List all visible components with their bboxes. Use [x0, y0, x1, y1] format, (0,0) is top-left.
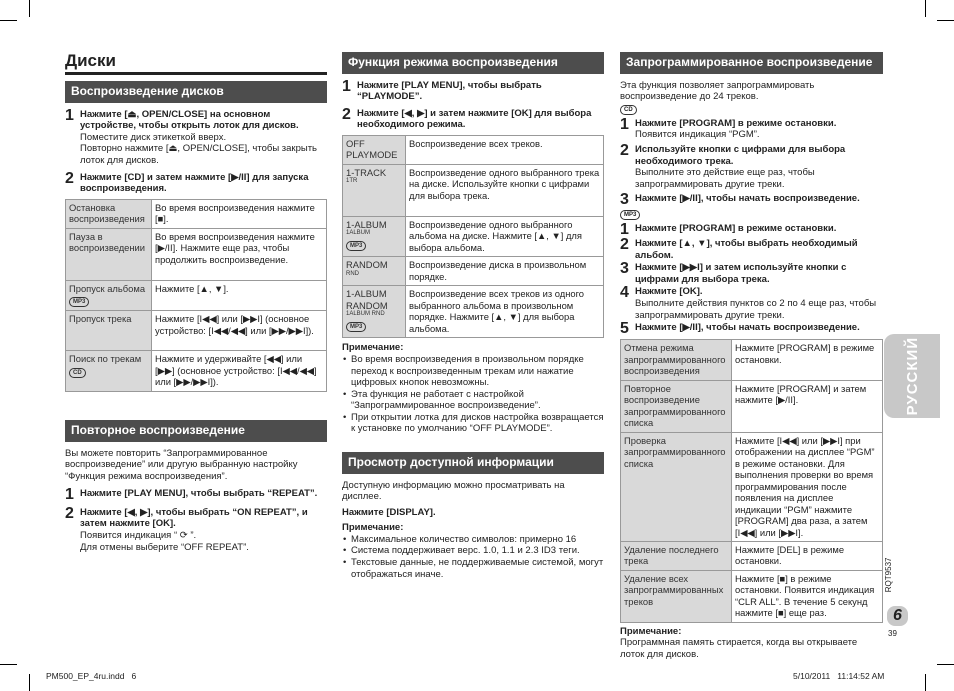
table-key: 1-ALBUM — [346, 218, 387, 230]
table-value: Во время воспроизведения нажмите [■]. — [152, 199, 327, 228]
footer-right: 5/10/2011 11:14:52 AM — [793, 671, 885, 681]
step-detail: Повторно нажмите [⏏, OPEN/CLOSE], чтобы закрыть лоток для дисков. — [80, 143, 317, 166]
crop-mark — [0, 20, 17, 21]
section-header-play: Воспроизведение дисков — [65, 81, 327, 103]
step-1 — [65, 485, 327, 503]
table-value: Воспроизведение всех треков. — [406, 135, 604, 164]
mode-notes — [342, 354, 604, 435]
display-sub: RND — [346, 270, 359, 277]
note-item: • При открытии лотка для дисков настройка возвращается к установке по умолчанию “OFF PLAYMODE”. — [342, 412, 604, 435]
step-5 — [620, 322, 883, 336]
step-2 — [65, 504, 327, 553]
step-text: Нажмите [PROGRAM] в режиме остановки. — [635, 222, 837, 234]
table-value: Воспроизведение диска в произвольном порядке. — [406, 257, 604, 286]
table-row — [343, 286, 604, 338]
step-number: 1 — [620, 115, 629, 133]
table-key: RANDOM — [346, 259, 388, 271]
step-text: Нажмите [PLAY MENU], чтобы выбрать “PLAYMODE”. — [357, 79, 542, 103]
mp3-badge: MP3 — [69, 297, 89, 307]
step-text: Нажмите [▶/II], чтобы начать воспроизведение. — [635, 322, 860, 334]
crop-mark — [0, 664, 17, 665]
step-2 — [65, 169, 327, 195]
table-value: Нажмите [I◀◀] или [▶▶I] при отображении на дисплее “PGM” в режиме остановки. Для выполнения проверки во время программирования после появления на дисплее индикации “PGM” нажмите [PROGRAM] два раза, а затем [I◀◀] или [▶▶I]. — [732, 432, 883, 541]
step-1 — [620, 220, 883, 238]
step-detail: Поместите диск этикеткой вверх. — [80, 131, 227, 143]
table-value: Воспроизведение одного выбранного альбома на диске. Нажмите [▲, ▼] для выбора альбома. — [406, 216, 604, 256]
step-text: Нажмите [▲, ▼], чтобы выбрать необходимый альбом. — [635, 238, 858, 261]
table-value: Нажмите [PROGRAM] в режиме остановки. — [732, 340, 883, 380]
step-number: 4 — [620, 284, 629, 302]
middle-column — [342, 52, 604, 580]
table-key: Поиск по трекам — [69, 353, 142, 365]
note-title: Примечание: — [342, 342, 404, 354]
section-header-mode: Функция режима воспроизведения — [342, 52, 604, 74]
step-2 — [620, 141, 883, 190]
step-text: Нажмите [OK]. — [635, 286, 703, 298]
table-value: Нажмите [DEL] в режиме остановки. — [732, 541, 883, 570]
crop-mark — [937, 20, 954, 21]
table-key: Удаление всех запрограммированных треков — [624, 572, 724, 607]
table-value: Воспроизведение всех треков из одного выбранного альбома в произвольном порядке. Нажмите [▲, ▼] для выбора альбома. — [406, 286, 604, 338]
table-value: Во время воспроизведения нажмите [▶/II]. Нажмите еще раз, чтобы продолжить воспроизведение. — [152, 228, 327, 280]
table-row — [621, 570, 883, 622]
step-3 — [620, 262, 883, 285]
table-key: 1-TRACK — [346, 166, 387, 178]
info-notes — [342, 534, 604, 580]
footer-left: PM500_EP_4ru.indd 6 — [46, 671, 137, 681]
step-detail: Выполните действия пунктов со 2 по 4 еще раз, чтобы запрограммировать другие треки. — [635, 297, 877, 321]
table-key: OFF PLAYMODE — [346, 137, 398, 161]
table-value: Нажмите [PROGRAM] и затем нажмите [▶/II]. — [732, 380, 883, 432]
step-3 — [620, 193, 883, 207]
step-number: 2 — [342, 105, 351, 123]
step-number: 5 — [620, 320, 629, 338]
repeat-intro: Вы можете повторить “Запрограммированное воспроизведение” или другую выбранную настройку “Функция режима воспроизведения”. — [65, 447, 298, 482]
crop-mark — [29, 0, 30, 17]
step-text: Нажмите [▶▶I] и затем используйте кнопки с цифрами для выбора трека. — [635, 262, 847, 285]
table-row — [66, 351, 327, 392]
table-key: Удаление последнего трека — [624, 543, 719, 567]
mode-table — [342, 135, 604, 338]
table-key: 1-ALBUM RANDOM — [346, 288, 388, 311]
table-row — [343, 216, 604, 256]
step-text: Нажмите [◀, ▶], чтобы выбрать “ON REPEAT”, и затем нажмите [OK]. — [80, 506, 308, 530]
note-title: Примечание: — [620, 625, 682, 637]
table-value: Нажмите [I◀◀] или [▶▶I] (основное устройство: [I◀◀/◀◀] или [▶▶/▶▶I]). — [152, 311, 327, 351]
language-label: РУССКИЙ — [903, 336, 921, 416]
table-row — [343, 135, 604, 164]
program-note: Программная память стирается, когда вы открываете лоток для дисков. — [620, 637, 858, 660]
step-2 — [342, 105, 604, 131]
note-item: • Во время воспроизведения в произвольном порядке переход к воспроизведенным трекам или нажатие цифровых кнопок невозможны. — [342, 354, 604, 389]
table-row — [66, 228, 327, 280]
program-table — [620, 339, 883, 622]
mp3-badge: MP3 — [346, 322, 366, 332]
step-text: Используйте кнопки с цифрами для выбора необходимого трека. — [635, 143, 846, 167]
step-text: Нажмите [PROGRAM] в режиме остановки. — [635, 117, 837, 129]
crop-mark — [925, 0, 926, 17]
step-1 — [65, 106, 327, 167]
step-detail: Появится индикация “ ⟳ ”. — [80, 530, 197, 542]
info-intro: Доступную информацию можно просматривать на дисплее. — [342, 479, 565, 503]
language-tab — [884, 334, 940, 418]
step-detail: Выполните это действие еще раз, чтобы запрограммировать другие треки. — [635, 167, 815, 190]
display-sub: 1ALBUM RND — [346, 311, 385, 318]
step-number: 1 — [65, 485, 74, 503]
table-row — [621, 541, 883, 570]
step-2 — [620, 238, 883, 261]
step-number: 3 — [620, 260, 629, 278]
step-number: 2 — [65, 504, 74, 522]
play-table — [65, 199, 327, 392]
page-number: 6 — [887, 606, 908, 626]
info-press: Нажмите [DISPLAY]. — [342, 506, 436, 518]
step-1 — [342, 77, 604, 103]
table-row — [66, 280, 327, 310]
mp3-badge: MP3 — [620, 210, 640, 220]
table-row — [621, 432, 883, 541]
crop-mark — [925, 674, 926, 691]
table-key: Пропуск трека — [69, 313, 132, 325]
program-intro: Эта функция позволяет запрограммировать воспроизведение до 24 треков. — [620, 79, 815, 103]
note-item: • Эта функция не работает с настройкой “Запрограммированное воспроизведение”. — [342, 389, 604, 412]
step-detail: Появится индикация “PGM”. — [635, 129, 760, 141]
step-detail: Для отмены выберите “OFF REPEAT”. — [80, 541, 249, 553]
step-number: 2 — [620, 236, 629, 254]
mp3-badge: MP3 — [346, 241, 366, 251]
table-row — [621, 340, 883, 380]
right-column — [620, 52, 883, 661]
table-row — [621, 380, 883, 432]
title-rule — [65, 72, 327, 75]
table-value: Нажмите [■] в режиме остановки. Появится индикация “CLR ALL”. В течение 5 секунд нажмите [■] еще раз. — [732, 570, 883, 622]
display-sub: 1ALBUM — [346, 230, 371, 237]
crop-mark — [29, 674, 30, 691]
table-row — [343, 164, 604, 216]
table-value: Воспроизведение одного выбранного трека на диске. Используйте кнопки с цифрами для выбора трека. — [406, 164, 604, 216]
crop-mark — [937, 664, 954, 665]
step-number: 3 — [620, 191, 629, 209]
left-column — [65, 52, 327, 553]
step-text: Нажмите [CD] и затем нажмите [▶/II] для запуска воспроизведения. — [80, 171, 309, 195]
table-key: Пропуск альбома — [69, 282, 146, 294]
table-row — [66, 199, 327, 228]
section-header-info: Просмотр доступной информации — [342, 452, 604, 474]
display-sub: 1TR — [346, 178, 358, 185]
step-number: 2 — [620, 141, 629, 159]
cd-badge: CD — [69, 368, 86, 378]
step-number: 1 — [342, 77, 351, 95]
table-key: Пауза в воспроизведении — [69, 230, 146, 254]
step-text: Нажмите [◀, ▶] и затем нажмите [OK] для выбора необходимого режима. — [357, 107, 592, 131]
section-header-program: Запрограммированное воспроизведение — [620, 52, 883, 74]
table-key: Проверка запрограммированного списка — [624, 434, 726, 469]
table-row — [343, 257, 604, 286]
note-item: • Система поддерживает верс. 1.0, 1.1 и 2.3 ID3 теги. — [342, 545, 604, 557]
step-1 — [620, 115, 883, 141]
table-row — [66, 311, 327, 351]
step-number: 2 — [65, 169, 74, 187]
note-title: Примечание: — [342, 522, 404, 534]
note-item: • Текстовые данные, не поддерживаемые системой, могут отображаться иначе. — [342, 557, 604, 580]
page-title: Диски — [65, 51, 116, 70]
table-key: Отмена режима запрограммированного воспроизведения — [624, 342, 726, 377]
section-header-repeat: Повторное воспроизведение — [65, 420, 327, 442]
step-4 — [620, 286, 883, 321]
step-text: Нажмите [⏏, OPEN/CLOSE] на основном устройстве, чтобы открыть лоток для дисков. — [80, 108, 299, 132]
table-key: Остановка воспроизведения — [69, 201, 145, 225]
cd-badge: CD — [620, 105, 637, 115]
page-number-small: 39 — [888, 629, 897, 638]
table-key: Повторное воспроизведение запрограммированного списка — [624, 382, 726, 429]
step-text: Нажмите [PLAY MENU], чтобы выбрать “REPEAT”. — [80, 487, 318, 499]
step-number: 1 — [65, 106, 74, 124]
note-item: • Максимальное количество символов: примерно 16 — [342, 534, 604, 546]
model-code: RQT9537 — [884, 557, 894, 593]
table-value: Нажмите и удерживайте [◀◀] или [▶▶] (основное устройство: [I◀◀/◀◀] или [▶▶/▶▶I]). — [152, 351, 327, 392]
table-value: Нажмите [▲, ▼]. — [152, 280, 327, 310]
step-text: Нажмите [▶/II], чтобы начать воспроизведение. — [635, 193, 860, 205]
step-number: 1 — [620, 220, 629, 238]
